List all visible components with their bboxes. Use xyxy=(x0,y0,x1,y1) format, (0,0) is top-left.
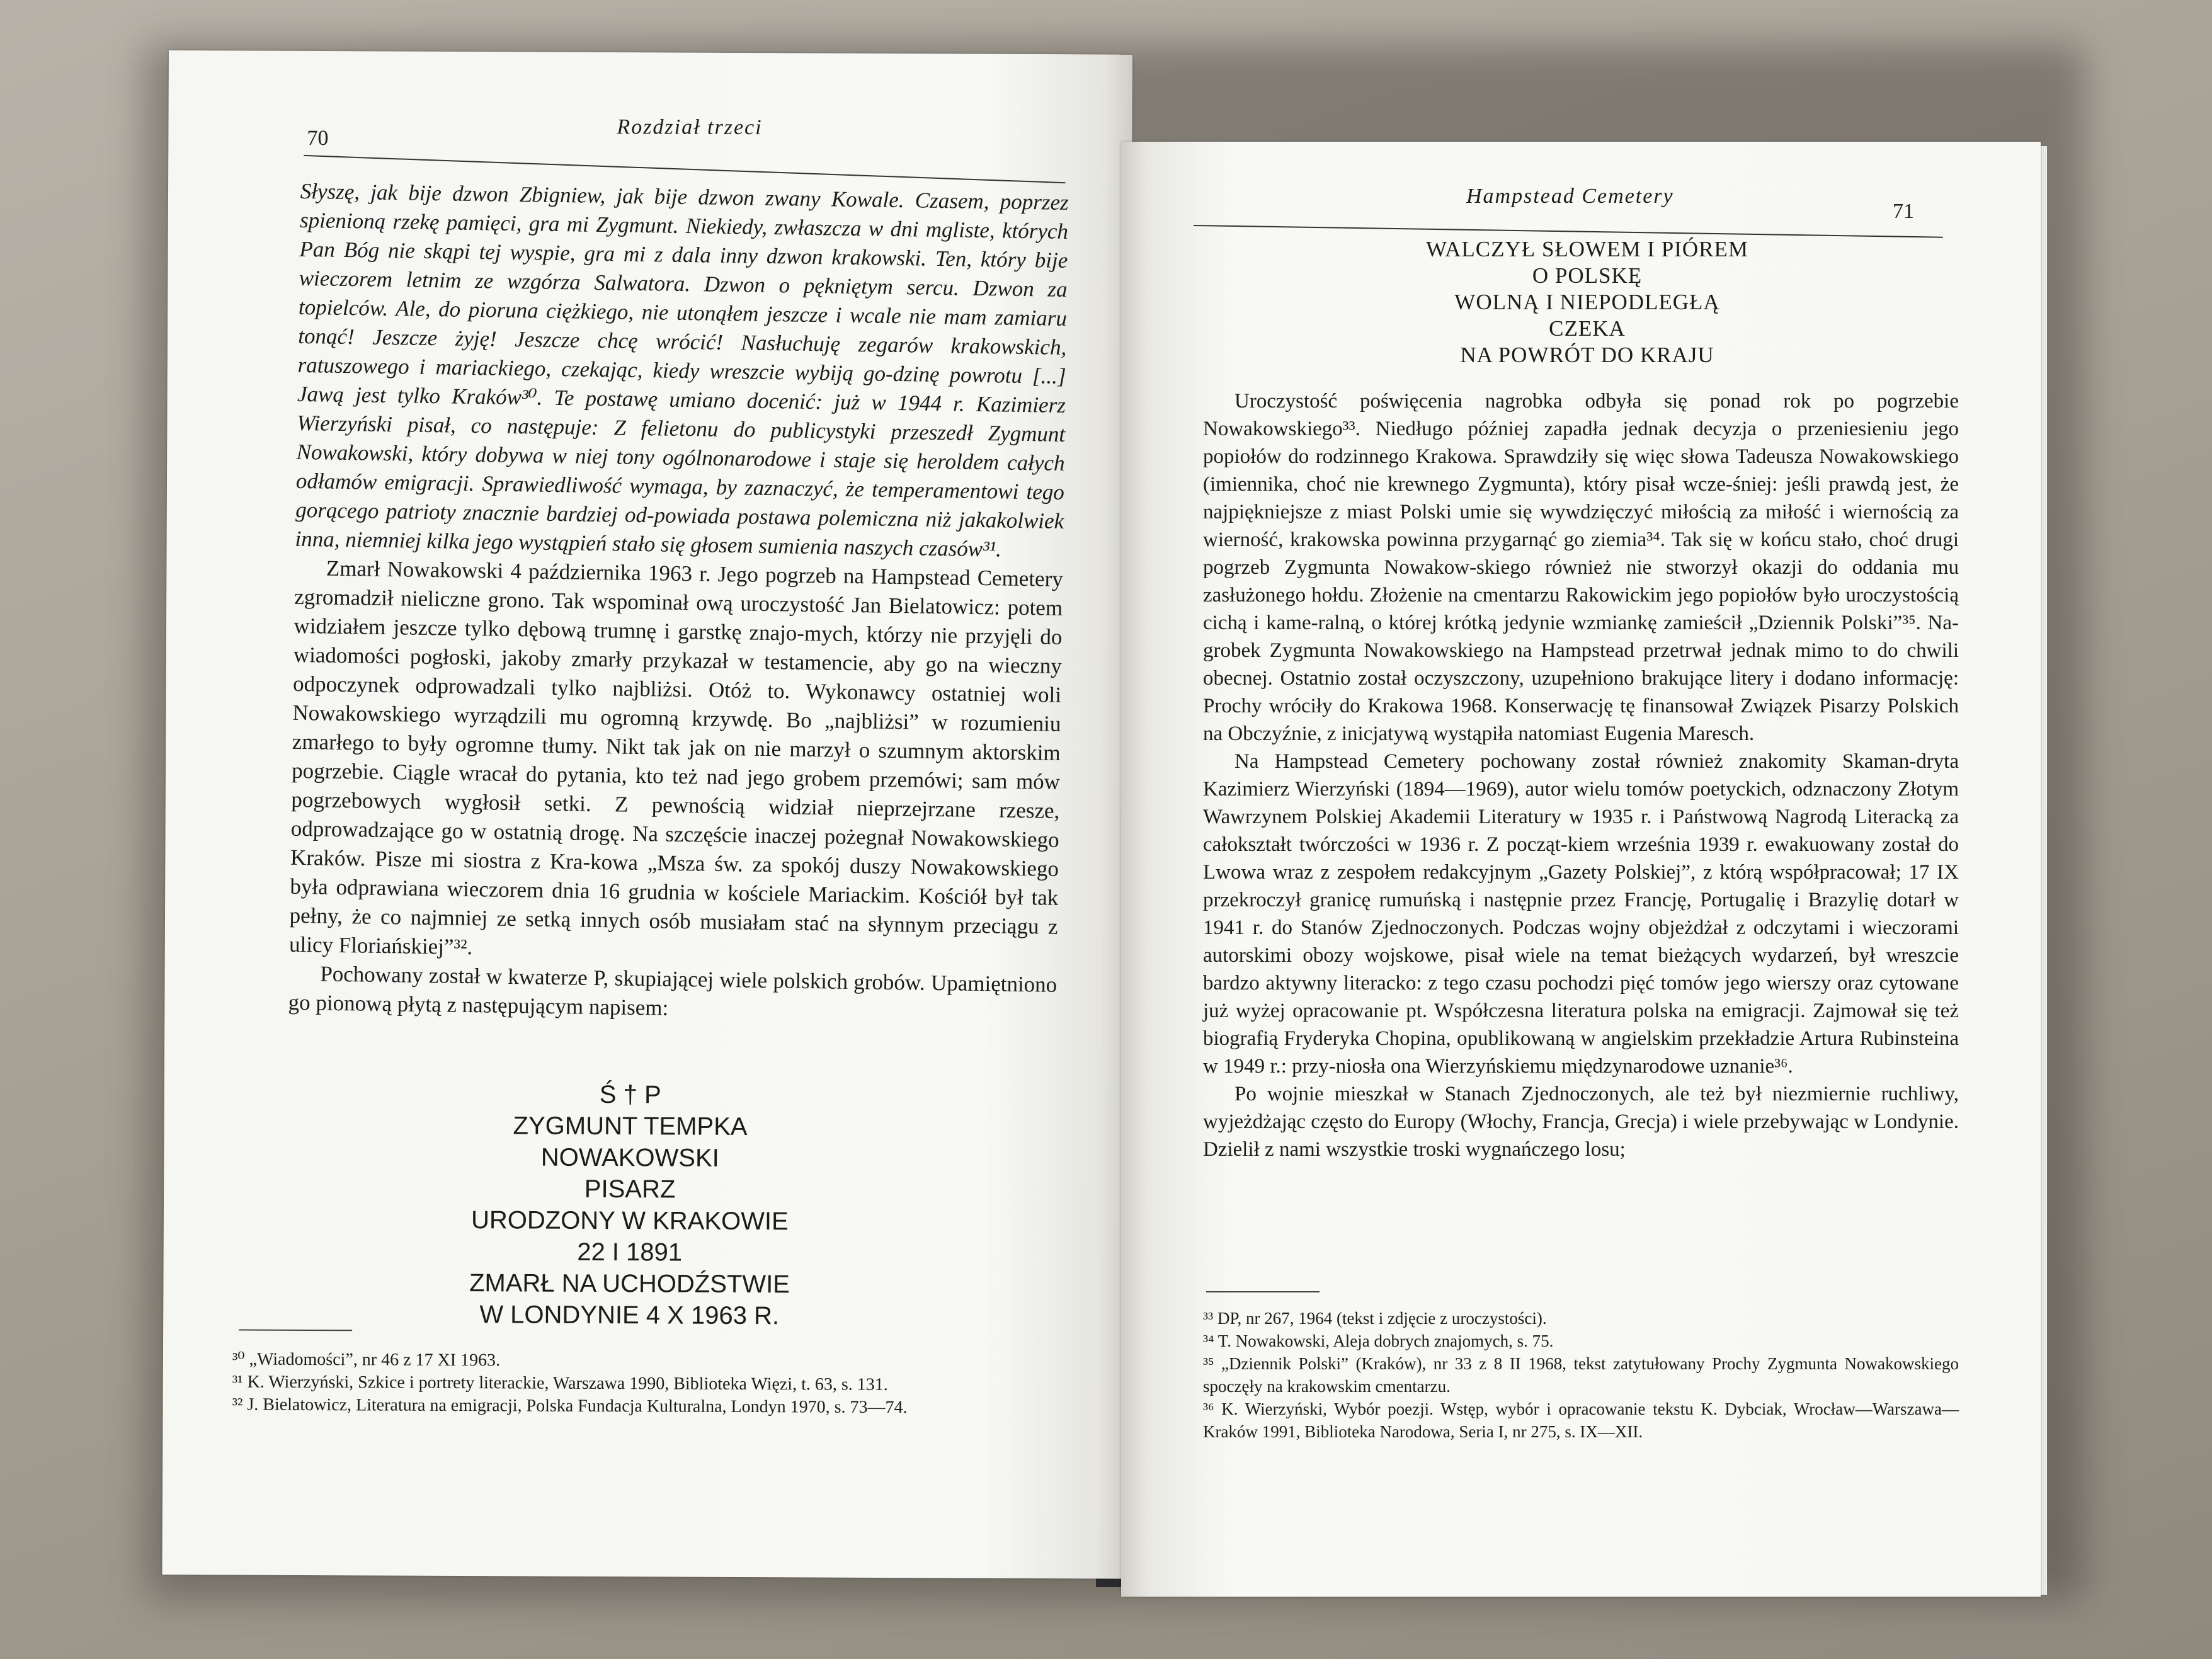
right-page xyxy=(1121,142,2041,1597)
inscription-line: O POLSKĘ xyxy=(1532,263,1643,288)
paragraph: Uroczystość poświęcenia nagrobka odbyła się ponad rok po pogrzebie Nowakowskiego³³. Niedługo później zapadła jednak decyzja o przeniesieniu jego popiołów do rodzinnego Krakowa. Sprawdziły się więc słowa Tadeusza Nowakowskiego (imiennika, choć nie krewnego Zygmunta), który pisał wcze-śniej: jeśli prawdą jest, że najpiękniejsze z miast Polski umie się wywdzięczyć miłością za miłość i wiernością za wierność, krakowska powinna przygarnąć go ziemia³⁴. Tak się w końcu stało, choć drugi pogrzeb Zygmunta Nowakow-skiego również nie stworzył okazji do oddania mu zasłużonego hołdu. Złożenie na cmentarzu Rakowickim jego popiołów było uroczystością cichą i kame-ralną, o której krótką jedynie wzmiankę zamieścił „Dziennik Polski”³⁵. Na-grobek Zygmunta Nowakowskiego na Hampstead przetrwał jednak mimo to do chwili obecnej. Ostatnio został oczyszczony, uzupełniono brakujące litery i dodano informację: Prochy wróciły do Krakowa 1968. Konserwację tę finansował Związek Pisarzy Polskich na Obczyźnie, z inicjatywą wystąpiła natomiast Eugenia Maresch. xyxy=(1203,390,1959,745)
footnote: ³⁵ „Dziennik Polski” (Kraków), nr 33 z 8 II 1968, tekst zatytułowany Prochy Zygmunta Nowakowskiego spoczęły na krakowskim cmentarzu. xyxy=(1203,1354,1959,1396)
epitaph-line: URODZONY W KRAKOWIE xyxy=(470,1206,789,1236)
grave-inscription xyxy=(1323,236,1852,368)
epitaph-line: ZYGMUNT TEMPKA xyxy=(513,1112,748,1141)
page-number: 71 xyxy=(1893,200,1914,223)
footnote-rule xyxy=(1206,1291,1320,1292)
epitaph-line: NOWAKOWSKI xyxy=(540,1143,719,1172)
main-text xyxy=(288,177,1069,1029)
paragraph: Pochowany został w kwaterze P, skupiającej wiele polskich grobów. Upamiętniono go pionową płytą z następującym napisem: xyxy=(288,961,1058,1020)
footnotes xyxy=(1203,1307,1959,1443)
footnote: ³⁶ K. Wierzyński, Wybór poezji. Wstęp, wybór i opracowanie tekstu K. Dybciak, Wrocław—Warszawa—Kraków 1991, Biblioteka Narodowa, Seria I, nr 275, s. IX—XII. xyxy=(1203,1400,1959,1441)
footnote: ³² J. Bielatowicz, Literatura na emigracji, Polska Fundacja Kulturalna, Londyn 1970, s. 73—74. xyxy=(232,1394,908,1418)
main-text xyxy=(1203,387,1959,1163)
paragraph: Zmarł Nowakowski 4 października 1963 r. Jego pogrzeb na Hampstead Cemetery zgromadził nieliczne grono. Tak wspominał ową uroczystość Jan Bielatowicz: potem widziałem jeszcze tylko dębową trumnę i garstkę znajo-mych, którzy nie przyjęli do wiadomości pogłoski, jakoby zmarły przykazał w testamencie, aby go na wieczny odpoczynek odprowadzali tylko najbliżsi. Otóż to. Wykonawcy ostatniej woli Nowakowskiego wyrządzili mu ogromną krzywdę. Bo „najbliżsi” w rozumieniu zmarłego to były ogromne tłumy. Nikt tak jak on nie marzył o szumnym aktorskim pogrzebie. Ciągle wracał do pytania, kto też nad jego grobem przemówi; sam mów pogrzebowych wygłosił setki. Z pewnością widział nieprzejrzane rzesze, odprowadzające go w ostatnią drogę. Na szczęście inaczej pożegnał Nowakowskiego Kraków. Pisze mi siostra z Kra-kowa „Msza św. za spokój duszy Nowakowskiego była odprawiana wieczorem dnia 16 grudnia w kościele Mariackim. Kościół był tak pełny, że co najmniej ze setką innych osób musiałam stać na słynnym przeciągu z ulicy Floriańskiej”³². xyxy=(288,556,1064,960)
running-head: Hampstead Cemetery xyxy=(1466,185,1674,208)
epitaph-line: ZMARŁ NA UCHODŹSTWIE xyxy=(469,1269,790,1299)
footnote-rule xyxy=(239,1330,352,1331)
epitaph xyxy=(390,1078,870,1332)
inscription-line: NA POWRÓT DO KRAJU xyxy=(1460,343,1714,367)
paragraph: Na Hampstead Cemetery pochowany został również znakomity Skaman-dryta Kazimierz Wierzyński (1894—1969), autor wielu tomów poetyckich, odznaczony Złotym Wawrzynem Polskiej Akademii Literatury w 1935 r. i Państwową Nagrodą Literacką za całokształt twórczości w 1936 r. Z począt-kiem września 1939 r. ewakuowany został do Lwowa wraz z zespołem redakcyjnym „Gazety Polskiej”, z którą współpracował; 17 IX przekroczył granicę rumuńską i następnie przez Francję, Portugalię i Brazylię dotarł w 1941 r. do Stanów Zjednoczonych. Podczas wojny objeżdżał z odczytami i wieczorami autorskimi obozy wojskowe, pisał wiele na temat bieżących wydarzeń, był wreszcie bardzo aktywny literacko: z tego czasu pochodzi pięć tomów jego wierszy oraz cytowane już wyżej opracowanie pt. Współczesna literatura polska na emigracji. Zajmował się też biografią Fryderyka Chopina, opublikowaną w angielskim przekładzie Artura Rubinsteina w 1949 r.: przy-niosła ona Wierzyńskiemu międzynarodowe uznanie³⁶. xyxy=(1203,750,1959,1078)
footnotes xyxy=(232,1348,1058,1420)
epitaph-line: Ś † P xyxy=(599,1080,661,1109)
left-page xyxy=(162,50,1132,1579)
epitaph-line: 22 I 1891 xyxy=(577,1238,683,1267)
footnote: ³⁰ „Wiadomości”, nr 46 z 17 XI 1963. xyxy=(232,1349,501,1371)
inscription-line: WOLNĄ I NIEPODLEGŁĄ xyxy=(1454,290,1720,314)
footnote: ³⁴ T. Nowakowski, Aleja dobrych znajomych, s. 75. xyxy=(1203,1331,1554,1350)
inscription-line: CZEKA xyxy=(1549,316,1626,341)
page-number: 70 xyxy=(307,126,329,151)
footnote: ³³ DP, nr 267, 1964 (tekst i zdjęcie z uroczystości). xyxy=(1203,1309,1547,1328)
epitaph-line: PISARZ xyxy=(584,1175,676,1204)
paragraph: Po wojnie mieszkał w Stanach Zjednoczonych, ale też był niezmiernie ruchliwy, wyjeżdżając często do Europy (Włochy, Francja, Grecja) i wiele przebywając w Londynie. Dzielił z nami wszystkie troski wygnańczego losu; xyxy=(1203,1083,1959,1161)
footnote: ³¹ K. Wierzyński, Szkice i portrety literackie, Warszawa 1990, Biblioteka Więzi, t. 63, s. 131. xyxy=(232,1372,888,1395)
epitaph-line: W LONDYNIE 4 X 1963 R. xyxy=(479,1301,780,1330)
running-head: Rozdział trzeci xyxy=(617,115,763,140)
paragraph: Słyszę, jak bije dzwon Zbigniew, jak bije dzwon zwany Kowale. Czasem, poprzez spienioną rzekę pamięci, gra mi Zygmunt. Niekiedy, zwłaszcza w dni mgliste, których Pan Bóg nie skąpi tej wyspie, gra mi z dala inny dzwon krakowski. Ten, który bije wieczorem letnim ze wzgórza Salwatora. Dzwon o pękniętym sercu. Dzwon za topielców. Ale, do pioruna ciężkiego, nie utonąłem jeszcze i wcale nie mam zamiaru tonąć! Jeszcze żyję! Jeszcze chcę wrócić! Nasłuchuję zegarów krakowskich, ratuszowego i mariackiego, czekając, kiedy wreszcie wybiją go-dzinę powrotu [...] Jawą jest tylko Kraków³⁰. Te postawę umiano docenić: już w 1944 r. Kazimierz Wierzyński pisał, co następuje: Z felietonu do publicystyki przeszedł Zygmunt Nowakowski, który dobywa w niej tony ogólnonarodowe i staje się heroldem całych odłamów emigracji. Sprawiedliwość wymaga, by zaznaczyć, że temperamentowi tego gorącego patrioty znacznie bardziej od-powiada postawa polemiczna niż jakakolwiek inna, niemniej kilka jego wystąpień stało się głosem sumienia naszych czasów³¹. xyxy=(295,178,1069,562)
inscription-line: WALCZYŁ SŁOWEM I PIÓREM xyxy=(1426,237,1748,261)
